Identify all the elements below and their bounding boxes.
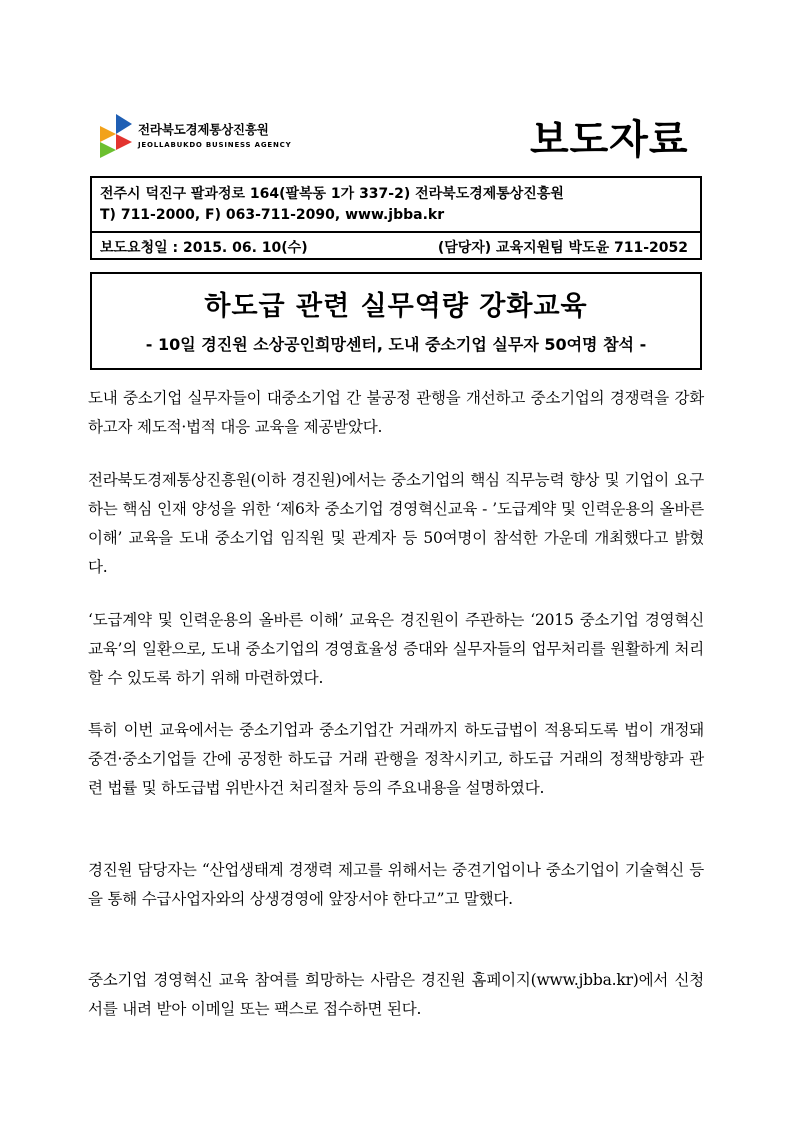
agency-logo — [98, 112, 298, 162]
paragraph-4: 특히 이번 교육에서는 중소기업과 중소기업간 거래까지 하도급법이 적용되도록 법이 개정돼 중견·중소기업들 간에 공정한 하도급 거래 관행을 정착시키고, 하도급 거래의 정책방향과 관련 법률 및 하도급법 위반사건 처리절차 등의 주요내용을 설명하였다. — [88, 721, 704, 797]
person-in-charge: (담당자) 교육지원팀 박도윤 711-2052 — [437, 240, 688, 256]
paragraph-5: 경진원 담당자는 “산업생태계 경쟁력 제고를 위해서는 중견기업이나 중소기업이 기술혁신 등을 통해 수급사업자와의 상생경영에 앞장서야 한다고”고 말했다. — [88, 861, 704, 908]
agency-name-english: JEOLLABUKDO BUSINESS AGENCY — [138, 141, 292, 149]
paragraph-6: 중소기업 경영혁신 교육 참여를 희망하는 사람은 경진원 홈페이지(www.jbba.kr)에서 신청서를 내려 받아 이메일 또는 팩스로 접수하면 된다. — [88, 971, 704, 1018]
request-date: 보도요청일 : 2015. 06. 10(수) — [100, 240, 308, 256]
agency-logo-icon — [98, 112, 134, 160]
paragraph-3: ‘도급계약 및 인력운용의 올바른 이해’ 교육은 경진원이 주관하는 ‘2015 중소기업 경영혁신교육’의 일환으로, 도내 중소기업의 경영효율성 증대와 실무자들의 업무처리를 원활하게 처리할 수 있도록 하기 위해 마련하였다. — [88, 611, 704, 687]
headline-subtitle: - 10일 경진원 소상공인희망센터, 도내 중소기업 실무자 50여명 참석 - — [145, 335, 647, 354]
paragraph-2: 전라북도경제통상진흥원(이하 경진원)에서는 중소기업의 핵심 직무능력 향상 및 기업이 요구하는 핵심 인재 양성을 위한 ‘제6차 중소기업 경영혁신교육 - ’도급계약 및 인력운용의 올바른 이해’ 교육을 도내 중소기업 임직원 및 관계자 등 50여명이 참석한 가운데 개최했다고 밝혔다. — [88, 471, 704, 576]
headline-title: 하도급 관련 실무역량 강화교육 — [204, 291, 588, 322]
info-divider — [92, 231, 700, 233]
headline-box — [90, 272, 702, 370]
paragraph-1: 도내 중소기업 실무자들이 대중소기업 간 불공정 관행을 개선하고 중소기업의 경쟁력을 강화하고자 제도적·법적 대응 교육을 제공받았다. — [88, 389, 704, 436]
contact-line: T) 711-2000, F) 063-711-2090, www.jbba.kr — [100, 207, 445, 223]
address-line: 전주시 덕진구 팔과정로 164(팔복동 1가 337-2) 전라북도경제통상진흥원 — [100, 186, 564, 202]
document-type-title: 보도자료 — [530, 117, 689, 163]
info-box — [90, 176, 702, 260]
agency-name-korean: 전라북도경제통상진흥원 — [138, 122, 269, 137]
